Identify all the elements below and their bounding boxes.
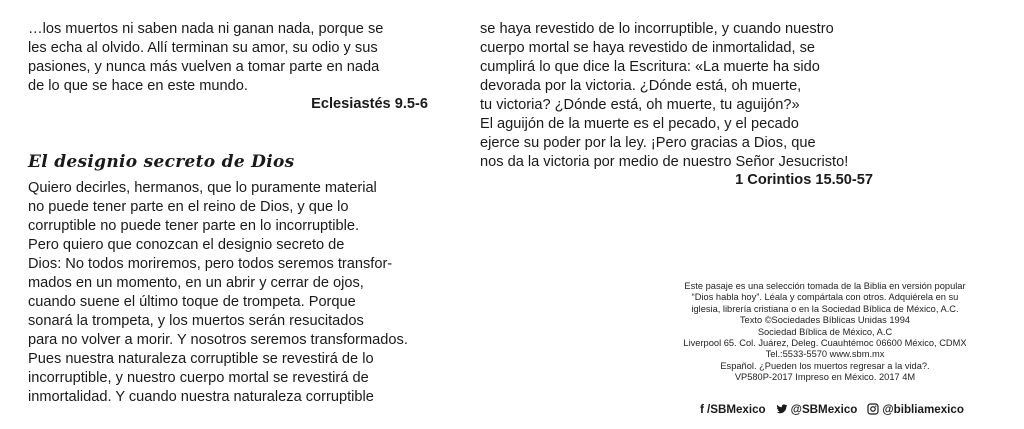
instagram-icon bbox=[867, 403, 879, 415]
section-heading: El designio secreto de Dios bbox=[28, 152, 295, 172]
section-body bbox=[28, 179, 438, 407]
instagram-handle: @bibliamexico bbox=[882, 402, 964, 416]
section-body-text: Quiero decirles, hermanos, que lo puramente material no puede tener parte en el reino de Dios, y que lo corruptible no puede tener parte en lo incorruptible. Pero quiero que conozcan el designio secreto de Dios: No todos moriremos, pero todos seremos transfor- mados en un momento, en un abrir y cerrar de ojos, cuando suene el último toque de trompeta. Porque sonará la trompeta, y los muertos serán resucitados para no volver a morir. Y nosotros seremos transformados. Pues nuestra naturaleza corruptible se revestirá de lo incorruptible, y nuestro cuerpo mortal se revestirá de inmortalidad. Y cuando nuestra naturaleza corruptible bbox=[28, 180, 408, 405]
twitter-handle: @SBMexico bbox=[790, 402, 858, 416]
social-facebook[interactable] bbox=[700, 402, 766, 416]
quote-corintios bbox=[480, 20, 890, 188]
colophon: Este pasaje es una selección tomada de la Biblia en versión popular “Dios habla hoy”. Léala y compártala con otros. Adquiérela en su iglesia, librería cristiana o en la Sociedad Bíblica de México, A.C. Texto ©Sociedades Bíblicas Unidas 1994 Sociedad Bíblica de México, A.C Liverpool 65. Col. Juárez, Deleg. Cuauhtémoc 06600 México, CDMX Tel.:5533-5570 www.sbm.mx Español. ¿Pueden los muertos regresar a la vida?. VP580P-2017 Impreso en México. 2017 4M bbox=[683, 281, 967, 383]
quote-eclesiastes bbox=[28, 20, 438, 112]
social-links bbox=[700, 402, 964, 416]
twitter-bird-icon bbox=[776, 403, 788, 415]
quote-corintios-text: se haya revestido de lo incorruptible, y cuando nuestro cuerpo mortal se haya revestido de inmortalidad, se cumplirá lo que dice la Escritura: «La muerte ha sido devorada por la victoria. ¿Dónde está, oh muerte, tu victoria? ¿Dónde está, oh muerte, tu aguijón?» El aguijón de la muerte es el pecado, y el pecado ejerce su poder por la ley. ¡Pero gracias a Dios, que nos da la victoria por medio de nuestro Señor Jesucristo! bbox=[480, 21, 849, 170]
quote-eclesiastes-text: …los muertos ni saben nada ni ganan nada, porque se les echa al olvido. Allí terminan su amor, su odio y sus pasiones, y nunca más vuelven a tomar parte en nada de lo que se hace en este mundo. bbox=[28, 21, 384, 94]
social-twitter[interactable] bbox=[776, 403, 858, 416]
facebook-icon: f bbox=[700, 402, 704, 416]
quote-eclesiastes-reference: Eclesiastés 9.5-6 bbox=[311, 96, 428, 112]
facebook-handle: /SBMexico bbox=[707, 402, 766, 416]
quote-corintios-reference: 1 Corintios 15.50-57 bbox=[735, 172, 873, 188]
social-instagram[interactable] bbox=[867, 403, 964, 416]
